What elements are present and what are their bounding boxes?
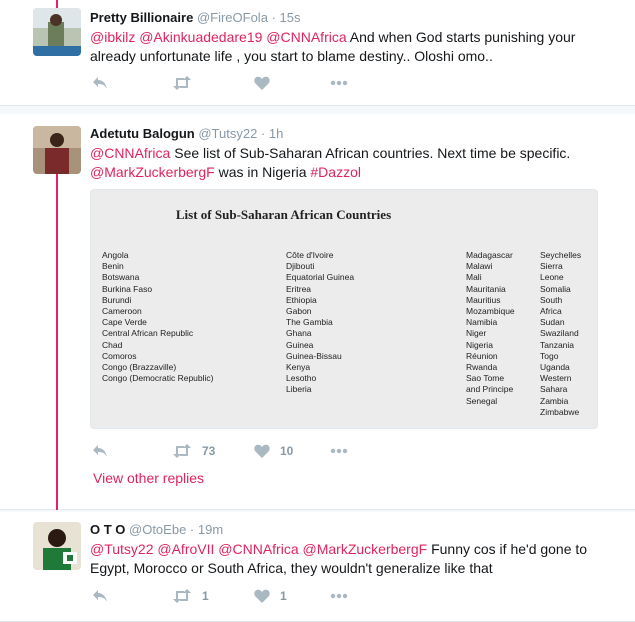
country-name: Ethiopia — [286, 294, 317, 305]
avatar[interactable] — [33, 522, 81, 570]
country-name: Angola — [102, 250, 129, 260]
country-name: Tanzania — [540, 339, 575, 350]
tweet-text — [90, 540, 625, 578]
retweet-icon — [172, 589, 192, 603]
country-name: Sahara — [540, 384, 568, 395]
hashtag-link[interactable]: #Dazzol — [310, 164, 361, 180]
tweet-header — [90, 10, 300, 25]
display-name[interactable]: Adetutu Balogun — [90, 126, 195, 141]
more-icon — [330, 448, 348, 454]
thread-line — [56, 0, 58, 8]
mention-link[interactable]: @MarkZuckerbergF — [90, 164, 215, 180]
country-name: Africa — [540, 306, 562, 317]
country-name: The Gambia — [286, 317, 333, 328]
reply-button[interactable] — [92, 442, 108, 460]
tweet-2 — [0, 114, 635, 510]
country-name: Madagascar — [466, 250, 513, 260]
country-name: Côte d'Ivoire — [286, 250, 334, 260]
country-name: Zambia — [540, 395, 569, 406]
country-name: Somalia — [540, 283, 571, 294]
tweet-3 — [0, 512, 635, 622]
country-name: Sudan — [540, 317, 565, 328]
country-name: Uganda — [540, 362, 570, 373]
avatar[interactable] — [33, 126, 81, 174]
country-name: Congo (Brazzaville) — [102, 362, 177, 373]
country-name: Liberia — [286, 384, 312, 395]
country-name: Burundi — [102, 294, 132, 305]
thread-line — [56, 170, 58, 510]
country-column-1 — [102, 250, 214, 384]
display-name[interactable]: Pretty Billionaire — [90, 10, 194, 25]
country-name: Djibouti — [286, 261, 315, 272]
like-button[interactable] — [254, 587, 287, 605]
like-button[interactable] — [254, 442, 293, 460]
reply-icon — [92, 444, 108, 458]
country-name: Leone — [540, 272, 564, 283]
country-name: Western — [540, 373, 572, 384]
retweet-button[interactable] — [172, 587, 209, 605]
country-name: Zimbabwe — [540, 406, 580, 417]
country-name: Lesotho — [286, 373, 317, 384]
avatar[interactable] — [33, 8, 81, 56]
timestamp[interactable]: · 19m — [189, 522, 224, 537]
country-name: Senegal — [466, 395, 498, 406]
reply-icon — [92, 589, 108, 603]
tweet-1 — [0, 0, 635, 106]
country-name: Burkina Faso — [102, 283, 153, 294]
country-name: Equatorial Guinea — [286, 272, 355, 283]
country-name: Niger — [466, 328, 487, 339]
reply-button[interactable] — [92, 74, 108, 92]
tweet-text — [90, 28, 625, 66]
heart-icon — [254, 444, 270, 458]
attached-image[interactable] — [90, 189, 598, 429]
tweet-header — [90, 522, 223, 537]
like-count: 1 — [280, 589, 287, 603]
view-other-replies-link[interactable]: View other replies — [93, 470, 205, 486]
retweet-count: 1 — [202, 589, 209, 603]
country-name: Seychelles — [540, 250, 582, 260]
country-name: Mozambique — [466, 306, 515, 317]
retweet-icon — [172, 76, 192, 90]
tweet-text-part: Funny cos if he'd gone to Egypt, Morocco or South Africa, they wouldn't generalize like that — [90, 541, 588, 576]
country-name: Cameroon — [102, 306, 142, 317]
image-title: List of Sub-Saharan African Countries — [175, 207, 392, 222]
more-icon — [330, 593, 348, 599]
country-name: Central African Republic — [102, 328, 194, 339]
more-button[interactable] — [330, 587, 348, 605]
tweet-header — [90, 126, 283, 141]
timestamp[interactable]: · 1h — [260, 126, 284, 141]
country-name: Réunion — [466, 350, 498, 361]
country-name: Rwanda — [466, 362, 498, 373]
retweet-count: 73 — [202, 444, 216, 458]
more-button[interactable] — [330, 74, 348, 92]
country-name: Sao Tome — [466, 373, 505, 384]
heart-icon — [254, 589, 270, 603]
display-name[interactable]: O T O — [90, 522, 126, 537]
retweet-button[interactable] — [172, 74, 192, 92]
mention-link[interactable]: @ibkilz @Akinkuadedare19 @CNNAfrica — [90, 29, 347, 45]
user-handle[interactable]: @Tutsy22 — [198, 126, 258, 141]
tweet-text-part: See list of Sub-Saharan African countries. Next time be specific. — [170, 145, 571, 161]
country-name: Mali — [466, 272, 482, 283]
country-name: Swaziland — [540, 328, 579, 339]
retweet-icon — [172, 444, 192, 458]
country-name: Guinea — [286, 339, 314, 350]
country-name: Mauritius — [466, 294, 501, 305]
user-handle[interactable]: @OtoEbe — [129, 522, 187, 537]
country-column-2 — [286, 250, 354, 396]
country-name: Namibia — [466, 317, 498, 328]
country-name: and Principe — [466, 384, 514, 395]
country-name: Eritrea — [286, 283, 312, 294]
country-name: Comoros — [102, 350, 137, 361]
tweet-text — [90, 144, 625, 182]
country-name: Ghana — [286, 328, 312, 339]
country-name: Benin — [102, 261, 124, 272]
country-name: Malawi — [466, 261, 493, 272]
retweet-button[interactable] — [172, 442, 215, 460]
country-name: Kenya — [286, 362, 311, 373]
country-name: Gabon — [286, 306, 312, 317]
heart-icon — [254, 76, 270, 90]
country-column-3 — [466, 250, 515, 407]
country-name: Nigeria — [466, 339, 493, 350]
country-name: Chad — [102, 339, 123, 350]
country-name: Mauritania — [466, 283, 506, 294]
tweet-text-part: And when God starts punishing your already unfortunate life , you start to blame destiny.. Oloshi omo.. — [90, 29, 576, 64]
mention-link[interactable]: @Tutsy22 @AfroVII @CNNAfrica @MarkZuckerbergF — [90, 541, 428, 557]
country-name: Congo (Democratic Republic) — [102, 373, 214, 384]
more-icon — [330, 80, 348, 86]
country-name: Cape Verde — [102, 317, 147, 328]
mention-link[interactable]: @CNNAfrica — [90, 145, 171, 161]
like-count: 10 — [280, 444, 294, 458]
like-button[interactable] — [254, 74, 270, 92]
timestamp[interactable]: · 15s — [271, 10, 301, 25]
country-column-4 — [540, 250, 581, 418]
user-handle[interactable]: @FireOFola — [196, 10, 268, 25]
country-name: Sierra — [540, 261, 563, 272]
country-name: South — [540, 294, 563, 305]
reply-button[interactable] — [92, 587, 108, 605]
country-name: Togo — [540, 350, 559, 361]
country-name: Guinea-Bissau — [286, 350, 342, 361]
country-name: Botswana — [102, 272, 140, 283]
tweet-text-part: was in Nigeria — [214, 164, 311, 180]
reply-icon — [92, 76, 108, 90]
more-button[interactable] — [330, 442, 348, 460]
